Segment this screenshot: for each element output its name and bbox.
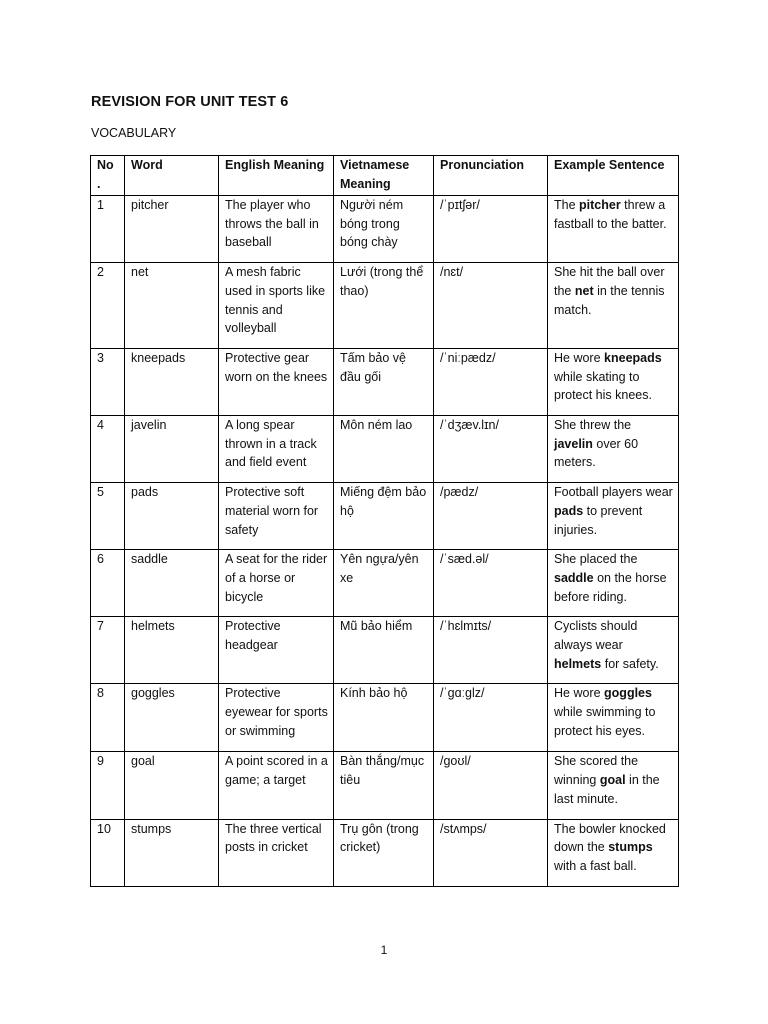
header-english-meaning: English Meaning: [219, 156, 334, 196]
example-keyword: kneepads: [604, 350, 662, 365]
cell-vietnamese-meaning: Bàn thắng/mục tiêu: [334, 752, 434, 819]
vocabulary-table: [90, 155, 679, 887]
example-text: She scored the winning: [554, 754, 639, 788]
cell-english-meaning: Protective soft material worn for safety: [219, 483, 334, 550]
cell-example-sentence: [548, 416, 679, 483]
cell-pronunciation: /ɡoʊl/: [434, 752, 548, 819]
table-row: [91, 819, 679, 886]
cell-no: 10: [91, 819, 125, 886]
example-text: while skating to protect his knees.: [554, 369, 652, 403]
cell-no: 8: [91, 684, 125, 752]
example-text: He wore: [554, 350, 605, 365]
table-row: [91, 550, 679, 617]
table-row: [91, 483, 679, 550]
cell-english-meaning: A seat for the rider of a horse or bicycle: [219, 550, 334, 617]
cell-example-sentence: [548, 196, 679, 263]
cell-example-sentence: [548, 550, 679, 617]
example-keyword: saddle: [554, 570, 594, 585]
cell-english-meaning: A long spear thrown in a track and field event: [219, 416, 334, 483]
example-keyword: pitcher: [579, 198, 621, 212]
cell-vietnamese-meaning: Yên ngựa/yên xe: [334, 550, 434, 617]
example-text: with a fast ball.: [554, 858, 637, 873]
cell-english-meaning: Protective eyewear for sports or swimming: [219, 684, 334, 752]
example-text: to prevent injuries.: [554, 503, 643, 537]
cell-no: 4: [91, 416, 125, 483]
cell-word: helmets: [125, 617, 219, 684]
header-pronunciation: Pronunciation: [434, 156, 548, 196]
cell-vietnamese-meaning: Tấm bảo vệ đầu gối: [334, 348, 434, 415]
example-text: She placed the: [554, 552, 638, 567]
cell-word: javelin: [125, 416, 219, 483]
cell-example-sentence: [548, 617, 679, 684]
cell-pronunciation: /ˈdʒæv.lɪn/: [434, 416, 548, 483]
cell-no: 5: [91, 483, 125, 550]
cell-english-meaning: A point scored in a game; a target: [219, 752, 334, 819]
document-title: REVISION FOR UNIT TEST 6: [91, 94, 289, 110]
table-row: [91, 617, 679, 684]
example-text: in the tennis match.: [554, 283, 665, 317]
example-keyword: javelin: [554, 436, 593, 451]
cell-english-meaning: The three vertical posts in cricket: [219, 819, 334, 886]
cell-example-sentence: [548, 684, 679, 752]
header-no-label: No: [97, 158, 114, 172]
cell-word: pads: [125, 483, 219, 550]
cell-pronunciation: /ˈpɪtʃər/: [434, 196, 548, 263]
cell-vietnamese-meaning: Trụ gôn (trong cricket): [334, 819, 434, 886]
cell-pronunciation: /nɛt/: [434, 263, 548, 349]
cell-vietnamese-meaning: Người ném bóng trong bóng chày: [334, 196, 434, 263]
table-row: [91, 196, 679, 263]
cell-example-sentence: [548, 483, 679, 550]
cell-english-meaning: Protective headgear: [219, 617, 334, 684]
example-text: She threw the: [554, 418, 632, 433]
page-number: 1: [380, 943, 388, 957]
table-header-row: [91, 156, 679, 196]
cell-pronunciation: /stʌmps/: [434, 819, 548, 886]
cell-word: goggles: [125, 684, 219, 752]
header-example-sentence: Example Sentence: [548, 156, 679, 196]
header-word: Word: [125, 156, 219, 196]
example-text: Football players wear: [554, 485, 673, 500]
cell-vietnamese-meaning: Miếng đệm bảo hộ: [334, 483, 434, 550]
header-no: [91, 156, 125, 196]
table-row: [91, 416, 679, 483]
cell-vietnamese-meaning: Lưới (trong thể thao): [334, 263, 434, 349]
example-text: in the last minute.: [554, 773, 660, 806]
cell-word: kneepads: [125, 348, 219, 415]
cell-example-sentence: [548, 348, 679, 415]
cell-vietnamese-meaning: Môn ném lao: [334, 416, 434, 483]
example-keyword: helmets: [554, 656, 602, 671]
cell-example-sentence: [548, 263, 679, 349]
cell-pronunciation: /ˈɡɑːɡlz/: [434, 684, 548, 752]
cell-pronunciation: /ˈsæd.əl/: [434, 550, 548, 617]
cell-word: net: [125, 263, 219, 349]
cell-pronunciation: /ˈniːpædz/: [434, 348, 548, 415]
table-row: [91, 684, 679, 752]
example-keyword: stumps: [608, 840, 653, 855]
table-row: [91, 752, 679, 819]
cell-no: 2: [91, 263, 125, 349]
cell-pronunciation: /ˈhɛlmɪts/: [434, 617, 548, 684]
cell-word: stumps: [125, 819, 219, 886]
cell-no: 6: [91, 550, 125, 617]
table-row: [91, 348, 679, 415]
cell-word: saddle: [125, 550, 219, 617]
example-text: threw a fastball to the batter.: [554, 198, 667, 231]
section-heading: VOCABULARY: [91, 126, 177, 140]
cell-word: pitcher: [125, 196, 219, 263]
example-keyword: pads: [554, 503, 584, 518]
cell-example-sentence: [548, 752, 679, 819]
header-vietnamese-meaning: Vietnamese Meaning: [334, 156, 434, 196]
example-text: while swimming to protect his eyes.: [554, 705, 656, 738]
cell-no: 1: [91, 196, 125, 263]
example-keyword: goggles: [604, 686, 652, 701]
example-keyword: net: [574, 283, 594, 298]
table-row: [91, 263, 679, 349]
cell-english-meaning: Protective gear worn on the knees: [219, 348, 334, 415]
cell-example-sentence: [548, 819, 679, 886]
cell-no: 3: [91, 348, 125, 415]
cell-no: 7: [91, 617, 125, 684]
cell-no: 9: [91, 752, 125, 819]
cell-english-meaning: The player who throws the ball in baseball: [219, 196, 334, 263]
cell-word: goal: [125, 752, 219, 819]
example-text: Cyclists should always wear: [554, 619, 638, 653]
example-text: The bowler knocked down the: [554, 821, 666, 855]
cell-english-meaning: A mesh fabric used in sports like tennis and volleyball: [219, 263, 334, 349]
example-text: over 60 meters.: [554, 436, 639, 470]
cell-pronunciation: /pædz/: [434, 483, 548, 550]
example-text: on the horse before riding.: [554, 570, 667, 604]
cell-vietnamese-meaning: Mũ bảo hiểm: [334, 617, 434, 684]
example-text: for safety.: [601, 656, 659, 671]
cell-vietnamese-meaning: Kính bảo hộ: [334, 684, 434, 752]
example-keyword: goal: [599, 773, 626, 788]
header-no-dot: .: [97, 176, 101, 191]
example-text: He wore: [554, 686, 605, 701]
example-text: She hit the ball over the: [554, 265, 665, 298]
example-text: The: [554, 198, 580, 212]
